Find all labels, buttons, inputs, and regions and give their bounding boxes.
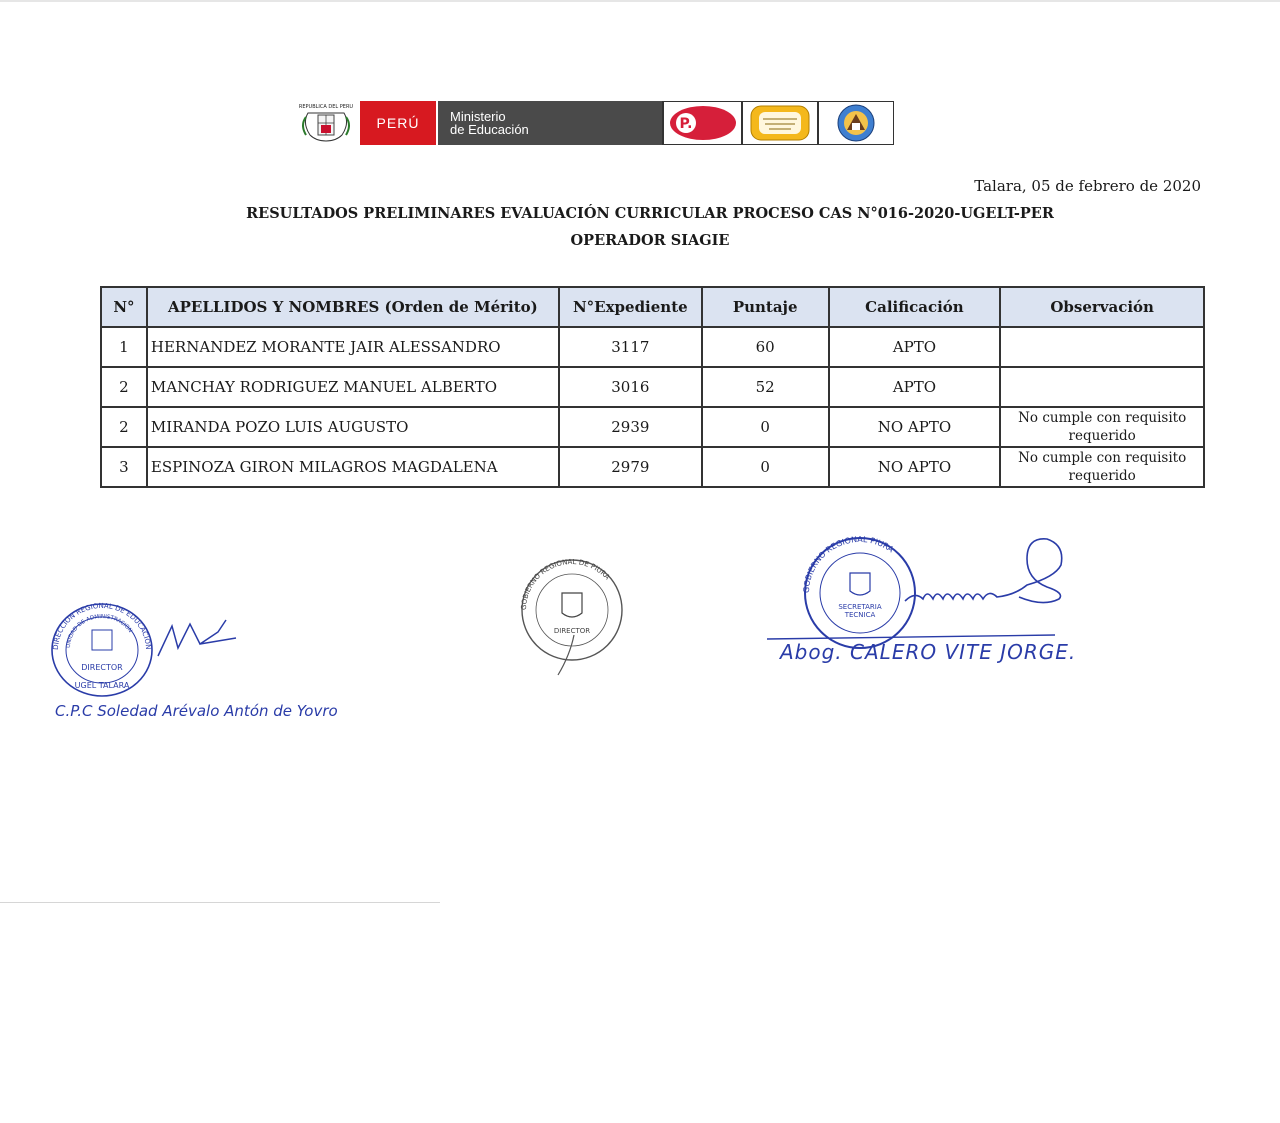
cell-calificacion: APTO: [829, 367, 1001, 407]
scan-edge-bottom: [0, 902, 440, 903]
peru-brand: [360, 101, 436, 145]
document-title: RESULTADOS PRELIMINARES EVALUACIÓN CURRICULAR PROCESO CAS N°016-2020-UGELT-PER: [246, 205, 1054, 222]
table-row: [101, 327, 1204, 367]
obs-line2: requerido: [1068, 468, 1136, 484]
obs-line1: No cumple con requisito: [1018, 410, 1187, 426]
col-header-number: N°: [101, 287, 147, 327]
svg-text:GOBIERNO REGIONAL DE PIURA: [520, 558, 611, 610]
cell-observacion: [1000, 447, 1204, 487]
cell-puntaje: 60: [702, 327, 829, 367]
col-header-puntaje: Puntaje: [702, 287, 829, 327]
cell-number: 3: [101, 447, 147, 487]
obs-line1: No cumple con requisito: [1018, 450, 1187, 466]
cell-expediente: 2979: [559, 447, 702, 487]
ugel-logo-icon: [818, 101, 894, 145]
stamp-middle-center: DIRECTOR: [553, 627, 591, 635]
stamp-right-center2: TECNICA: [844, 611, 876, 619]
stamp-right-center1: SECRETARIA: [838, 603, 882, 611]
cell-name: ESPINOZA GIRON MILAGROS MAGDALENA: [147, 447, 559, 487]
p-logo-icon: [662, 101, 742, 145]
svg-text:P.: P.: [678, 116, 693, 132]
cell-number: 1: [101, 327, 147, 367]
stamp-right-ring: GOBIERNO REGIONAL PIURA: [801, 535, 896, 594]
stamp-left-ring-inner: UNIDAD DE ADMINISTRACION: [65, 613, 133, 649]
cell-calificacion: NO APTO: [829, 407, 1001, 447]
col-header-name: APELLIDOS Y NOMBRES (Orden de Mérito): [147, 287, 559, 327]
cell-name: HERNANDEZ MORANTE JAIR ALESSANDRO: [147, 327, 559, 367]
signature-left-name: C.P.C Soledad Arévalo Antón de Yovro: [55, 702, 338, 720]
school-logo-icon: [742, 101, 818, 145]
ministerio-line1: Ministerio: [450, 109, 506, 124]
cell-number: 2: [101, 407, 147, 447]
cell-calificacion: APTO: [829, 327, 1001, 367]
col-header-expediente: N°Expediente: [559, 287, 702, 327]
stamp-middle-ring: GOBIERNO REGIONAL DE PIURA: [519, 557, 612, 611]
cell-name: MANCHAY RODRIGUEZ MANUEL ALBERTO: [147, 367, 559, 407]
table-header-row: [101, 287, 1204, 327]
peru-brand-label: PERÚ: [376, 115, 420, 131]
cell-name: MIRANDA POZO LUIS AUGUSTO: [147, 407, 559, 447]
cell-observacion: [1000, 367, 1204, 407]
cell-observacion: [1000, 407, 1204, 447]
cell-expediente: 3117: [559, 327, 702, 367]
svg-text:GOBIERNO REGIONAL PIURA: [802, 535, 896, 593]
obs-line2: requerido: [1068, 428, 1136, 444]
cell-number: 2: [101, 367, 147, 407]
signature-right-name: Abog. CALERO VITE JORGE.: [780, 640, 1077, 664]
stamp-gobierno-director: [512, 555, 632, 684]
document-date: Talara, 05 de febrero de 2020: [974, 177, 1201, 195]
ministerio-line2: de Educación: [450, 122, 529, 137]
stamp-ugel-director: [50, 598, 250, 712]
document-subtitle: OPERADOR SIAGIE: [570, 232, 730, 249]
stamp-left-bottom: UGEL TALARA: [74, 681, 130, 690]
cell-puntaje: 52: [702, 367, 829, 407]
header-logos: [292, 101, 894, 147]
cell-puntaje: 0: [702, 447, 829, 487]
ministerio-brand: [436, 101, 662, 145]
col-header-observacion: Observación: [1000, 287, 1204, 327]
svg-text:UNIDAD DE ADMINISTRACION: [66, 614, 133, 648]
peru-shield-icon: [292, 101, 360, 145]
cell-expediente: 3016: [559, 367, 702, 407]
results-table: [100, 286, 1205, 488]
table-row: [101, 447, 1204, 487]
scan-edge: [0, 0, 1280, 2]
stamp-secretaria-tecnica: [765, 535, 1075, 654]
table-row: [101, 367, 1204, 407]
cell-expediente: 2939: [559, 407, 702, 447]
stamp-left-center: DIRECTOR: [81, 663, 123, 672]
cell-calificacion: NO APTO: [829, 447, 1001, 487]
svg-text:REPUBLICA DEL PERU: REPUBLICA DEL PERU: [298, 104, 354, 110]
col-header-calificacion: Calificación: [829, 287, 1001, 327]
table-row: [101, 407, 1204, 447]
stamp-left-ring: DIRECCION REGIONAL DE EDUCACION: [51, 601, 153, 651]
cell-puntaje: 0: [702, 407, 829, 447]
cell-observacion: [1000, 327, 1204, 367]
